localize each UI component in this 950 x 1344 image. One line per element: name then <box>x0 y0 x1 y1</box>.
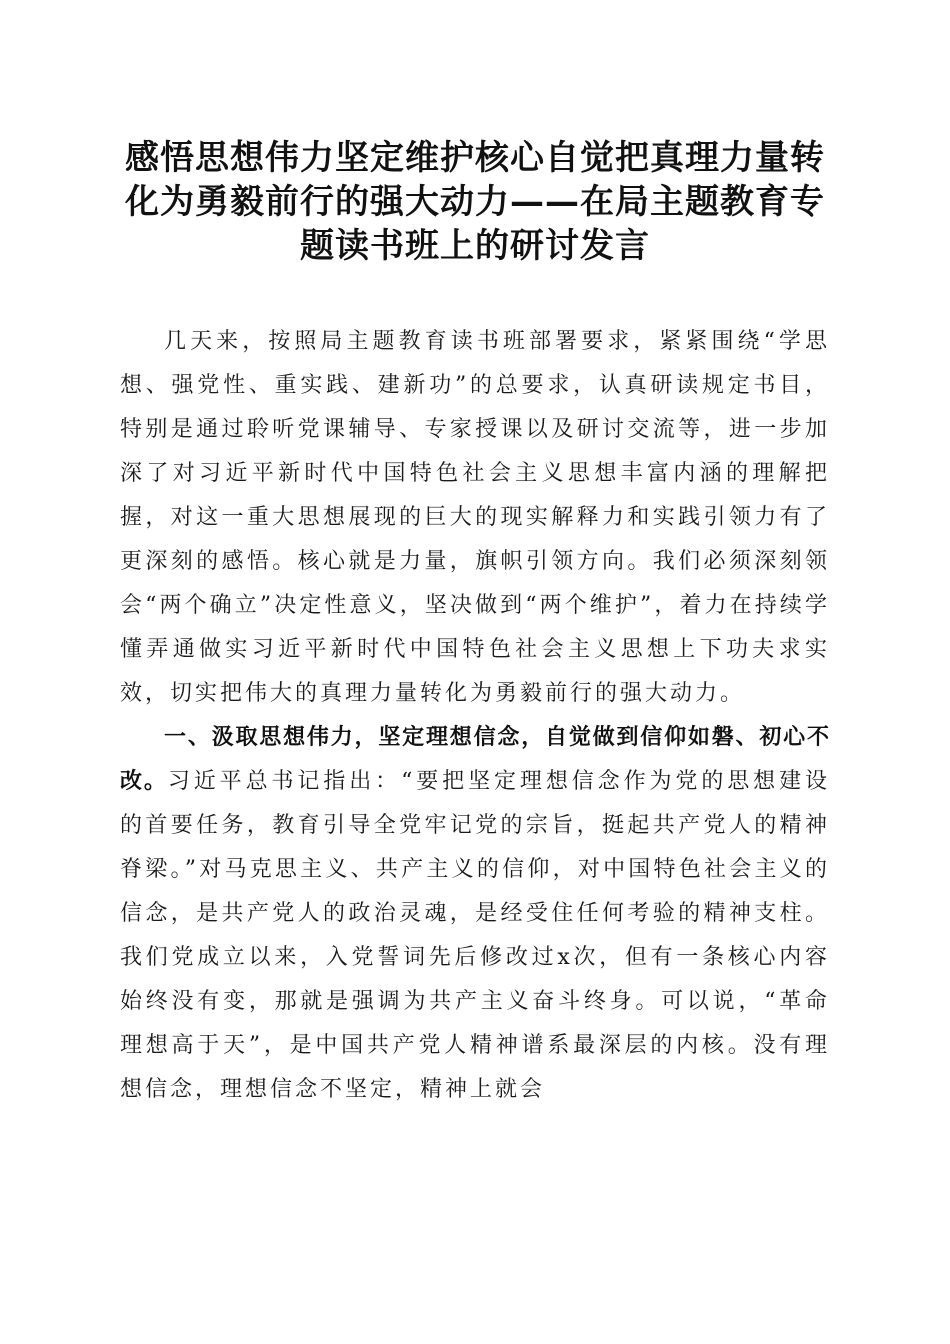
intro-paragraph-text: 几天来，按照局主题教育读书班部署要求，紧紧围绕“学思想、强党性、重实践、建新功”的总要求，认真研读规定书目，特别是通过聆听党课辅导、专家授课以及研讨交流等，进一步加深了对习近平新时代中国特色社会主义思想丰富内涵的理解把握，对这一重大思想展现的巨大的现实解释力和实践引领力有了更深刻的感悟。核心就是力量，旗帜引领方向。我们必须深刻领会“两个确立”决定性意义，坚决做到“两个维护”，着力在持续学懂弄通做实习近平新时代中国特色社会主义思想上下功夫求实效，切实把伟大的真理力量转化为勇毅前行的强大动力。 <box>120 329 830 706</box>
document-body <box>120 320 830 1112</box>
document-title <box>110 136 840 268</box>
intro-paragraph <box>120 320 830 716</box>
title-line-2: 化为勇毅前行的强大动力——在局主题教育专 <box>125 182 825 222</box>
section-one-paragraph <box>120 716 830 1112</box>
title-line-3: 题读书班上的研讨发言 <box>300 226 650 266</box>
section-one-heading: 一、汲取思想伟力，坚定理想信念，自觉做到信仰如磐、初心不改。 <box>120 725 830 794</box>
section-one-text: 习近平总书记指出：“要把坚定理想信念作为党的思想建设的首要任务，教育引导全党牢记党的宗旨，挺起共产党人的精神脊梁。”对马克思主义、共产主义的信仰，对中国特色社会主义的信念，是共产党人的政治灵魂，是经受住任何考验的精神支柱。我们党成立以来，入党誓词先后修改过x次，但有一条核心内容始终没有变，那就是强调为共产主义奋斗终身。可以说，“革命理想高于天”，是中国共产党人精神谱系最深层的内核。没有理想信念，理想信念不坚定，精神上就会 <box>120 769 830 1102</box>
title-line-1: 感悟思想伟力坚定维护核心自觉把真理力量转 <box>125 138 825 178</box>
